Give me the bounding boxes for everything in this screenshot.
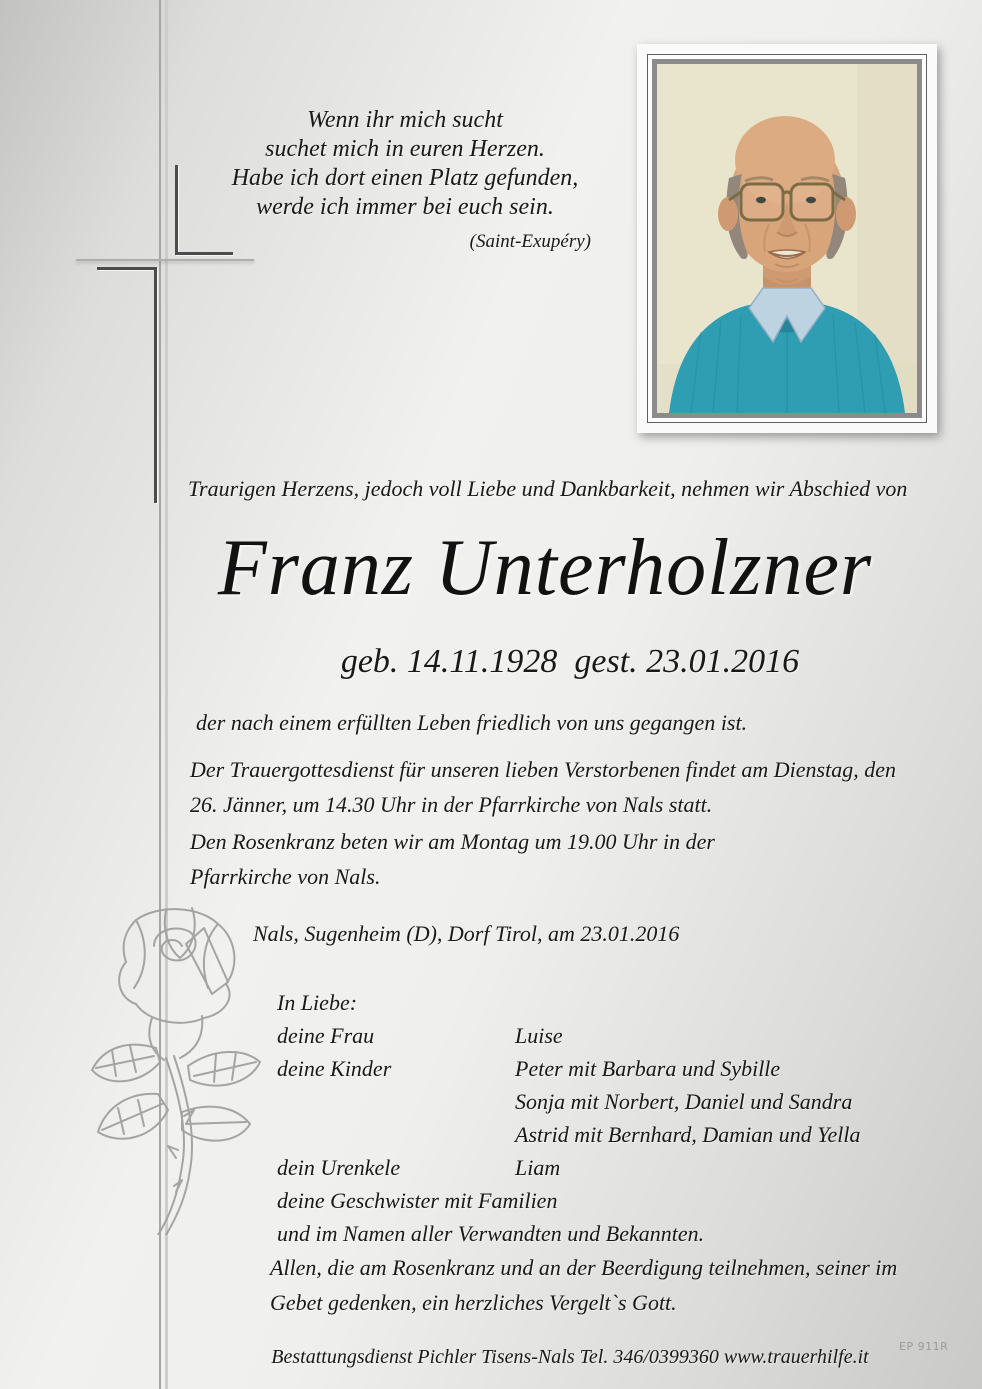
- family-names-value: Sonja mit Norbert, Daniel und Sandra: [515, 1089, 853, 1114]
- rosary-info: [190, 824, 715, 894]
- portrait-illustration: [657, 64, 917, 413]
- quote-attribution: (Saint-Exupéry): [469, 231, 591, 252]
- cross-line: [97, 267, 156, 270]
- family-row: [277, 1151, 861, 1184]
- thanks-line: Allen, die am Rosenkranz und an der Beerdigung teilnehmen, seiner im: [270, 1255, 898, 1280]
- rosary-info-line: Pfarrkirche von Nals.: [190, 864, 381, 889]
- rosary-info-line: Den Rosenkranz beten wir am Montag um 19.00 Uhr in der: [190, 829, 715, 854]
- place-date-line: Nals, Sugenheim (D), Dorf Tirol, am 23.01.2016: [253, 921, 680, 946]
- memorial-quote: [205, 106, 605, 256]
- thanks-paragraph: [270, 1250, 897, 1320]
- family-row: [277, 1118, 861, 1151]
- family-names-value: Luise: [515, 1023, 563, 1048]
- cross-line: [154, 267, 157, 503]
- family-names-value: Liam: [515, 1155, 561, 1180]
- thanks-line: Gebet gedenken, ein herzliches Vergelt`s Gott.: [270, 1290, 677, 1315]
- cross-line: [175, 165, 178, 255]
- family-row: [277, 1085, 861, 1118]
- family-names-value: Astrid mit Bernhard, Damian und Yella: [515, 1122, 861, 1147]
- quote-line: suchet mich in euren Herzen.: [265, 136, 545, 162]
- cross-arm-rule: [76, 259, 254, 261]
- birth-death-dates: geb. 14.11.1928 gest. 23.01.2016: [340, 643, 800, 680]
- deceased-name: Franz Unterholzner: [217, 524, 873, 612]
- service-info-line: Der Trauergottesdienst für unseren lieben Verstorbenen findet am Dienstag, den: [190, 757, 896, 782]
- family-relation-label: [277, 1118, 515, 1151]
- family-names-value: Peter mit Barbara und Sybille: [515, 1056, 781, 1081]
- family-relation-label: deine Kinder: [277, 1056, 392, 1081]
- portrait-photo: [637, 44, 937, 433]
- rose-icon: [84, 900, 269, 1235]
- family-row: [277, 1052, 861, 1085]
- family-heading: In Liebe:: [277, 990, 358, 1015]
- photo-inner-frame: [647, 54, 927, 423]
- quote-line: Habe ich dort einen Platz gefunden,: [231, 165, 579, 191]
- funeral-service-footer: Bestattungsdienst Pichler Tisens-Nals Tel. 346/0399360 www.trauerhilfe.it: [271, 1346, 869, 1368]
- life-sentence: der nach einem erfüllten Leben friedlich von uns gegangen ist.: [196, 710, 748, 735]
- quote-line: Wenn ihr mich sucht: [307, 107, 503, 133]
- photo-mat: [652, 59, 922, 418]
- family-closing-line: und im Namen aller Verwandten und Bekannten.: [277, 1221, 705, 1246]
- family-closing-line: deine Geschwister mit Familien: [277, 1188, 558, 1213]
- quote-line: werde ich immer bei euch sein.: [256, 194, 554, 220]
- service-info: [190, 752, 896, 822]
- abschied-intro: Traurigen Herzens, jedoch voll Liebe und Dankbarkeit, nehmen wir Abschied von: [188, 476, 908, 501]
- family-relation-label: [277, 1085, 515, 1118]
- print-code: EP 911R: [899, 1340, 949, 1353]
- family-relation-label: dein Urenkele: [277, 1155, 401, 1180]
- family-list: [277, 986, 861, 1250]
- service-info-line: 26. Jänner, um 14.30 Uhr in der Pfarrkirche von Nals statt.: [190, 792, 713, 817]
- family-relation-label: deine Frau: [277, 1023, 375, 1048]
- family-row: [277, 1019, 861, 1052]
